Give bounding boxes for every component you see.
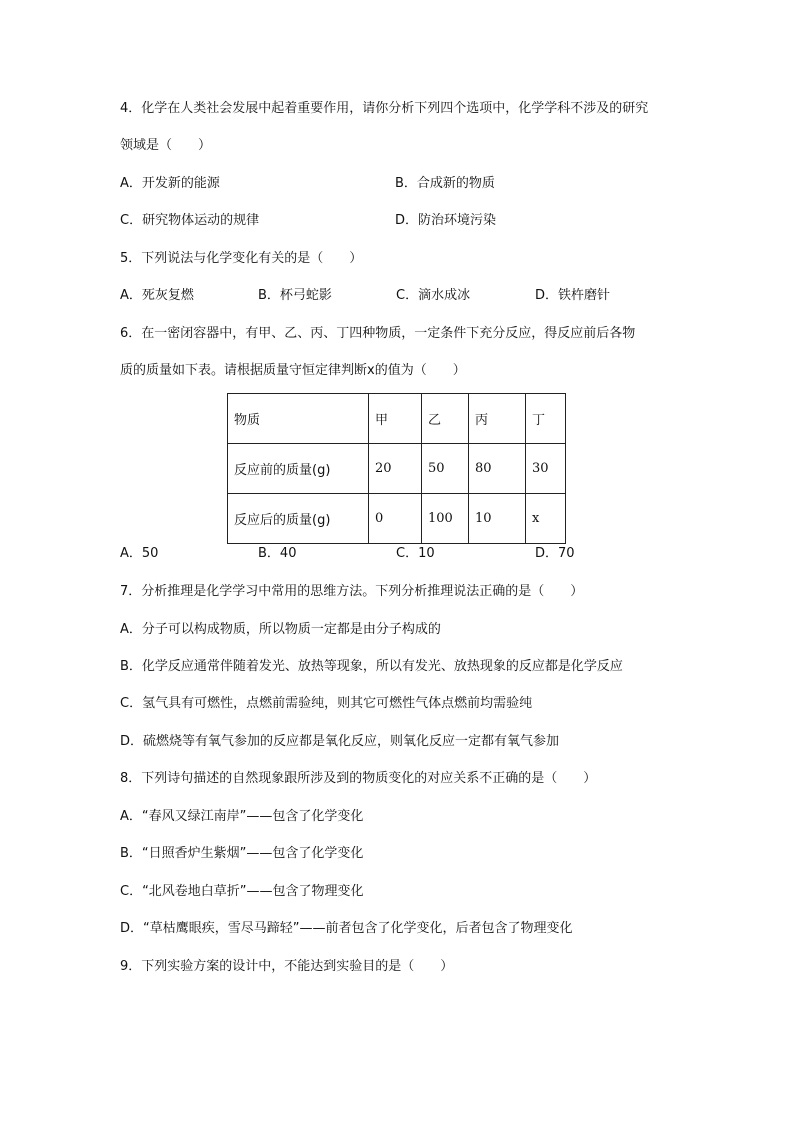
q7-option-b: B．化学反应通常伴随着发光、放热等现象，所以有发光、放热现象的反应都是化学反应 (120, 659, 623, 674)
q4-option-b: B．合成新的物质 (395, 176, 495, 191)
q4-option-c: C．研究物体运动的规律 (120, 213, 260, 228)
q5-stem: 5．下列说法与化学变化有关的是（ ） (120, 251, 363, 266)
q8-stem: 8．下列诗句描述的自然现象跟所涉及到的物质变化的对应关系不正确的是（ ） (120, 771, 597, 786)
q6-option-a: A．50 (120, 546, 159, 561)
table-cell: 20 (369, 444, 422, 494)
table-row (228, 444, 566, 494)
q5-option-b: B．杯弓蛇影 (258, 288, 332, 303)
q8-option-c: C．“北风卷地白草折”——包含了物理变化 (120, 884, 364, 899)
q8-option-d: D．“草枯鹰眼疾，雪尽马蹄轻”——前者包含了化学变化，后者包含了物理变化 (120, 921, 573, 936)
table-header-cell: 物质 (228, 394, 369, 444)
q6-stem-line1: 6．在一密闭容器中，有甲、乙、丙、丁四种物质，一定条件下充分反应，得反应前后各物 (120, 326, 636, 341)
q7-option-c: C．氢气具有可燃性，点燃前需验纯，则其它可燃性气体点燃前均需验纯 (120, 696, 533, 711)
q7-option-a: A．分子可以构成物质，所以物质一定都是由分子构成的 (120, 622, 441, 637)
q4-option-a: A．开发新的能源 (120, 176, 220, 191)
table-header-cell: 丁 (526, 394, 566, 444)
table-cell: 30 (526, 444, 566, 494)
q6-option-d: D．70 (535, 546, 575, 561)
q6-stem-line2: 质的质量如下表。请根据质量守恒定律判断x的值为（ ） (120, 363, 466, 378)
table-cell: 80 (469, 444, 526, 494)
table-cell: 10 (469, 494, 526, 544)
q6-option-b: B．40 (258, 546, 297, 561)
q4-stem-line1: 4．化学在人类社会发展中起着重要作用，请你分析下列四个选项中，化学学科不涉及的研究 (120, 101, 649, 116)
q8-option-b: B．“日照香炉生紫烟”——包含了化学变化 (120, 846, 364, 861)
table-header-cell: 甲 (369, 394, 422, 444)
table-header-cell: 乙 (422, 394, 469, 444)
mass-table (227, 393, 566, 544)
table-header-cell: 丙 (469, 394, 526, 444)
q9-stem: 9．下列实验方案的设计中，不能达到实验目的是（ ） (120, 959, 454, 974)
q5-option-d: D．铁杵磨针 (535, 288, 611, 303)
q8-option-a: A．“春风又绿江南岸”——包含了化学变化 (120, 809, 364, 824)
q6-option-c: C．10 (396, 546, 435, 561)
table-cell: 50 (422, 444, 469, 494)
table-header-row (228, 394, 566, 444)
q4-stem-line2: 领域是（ ） (120, 138, 212, 153)
q5-option-c: C．滴水成冰 (396, 288, 471, 303)
table-cell: x (526, 494, 566, 544)
table-cell: 100 (422, 494, 469, 544)
q5-option-a: A．死灰复燃 (120, 288, 194, 303)
q7-stem: 7．分析推理是化学学习中常用的思维方法。下列分析推理说法正确的是（ ） (120, 584, 584, 599)
table-row (228, 494, 566, 544)
q7-option-d: D．硫燃烧等有氧气参加的反应都是氧化反应，则氧化反应一定都有氧气参加 (120, 734, 560, 749)
table-cell: 反应后的质量(g) (228, 494, 369, 544)
q4-option-d: D．防治环境污染 (395, 213, 497, 228)
table-cell: 反应前的质量(g) (228, 444, 369, 494)
table-cell: 0 (369, 494, 422, 544)
